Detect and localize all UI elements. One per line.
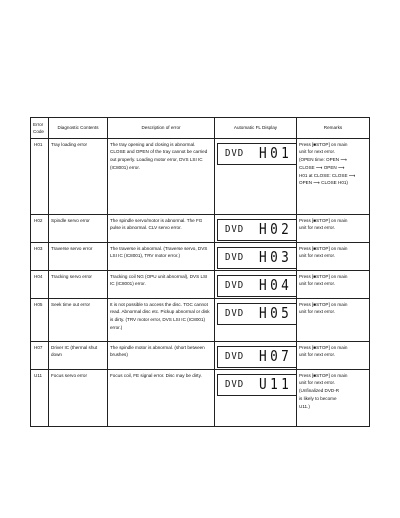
error-code: H03 bbox=[31, 243, 49, 271]
table-row bbox=[31, 215, 370, 243]
fl-display-cell bbox=[215, 299, 297, 342]
table-row bbox=[31, 370, 370, 427]
remarks bbox=[297, 299, 370, 342]
fl-display-cell bbox=[215, 271, 297, 299]
fl-display-code: H07 bbox=[259, 346, 293, 365]
fl-display-prefix: DVD bbox=[225, 379, 245, 390]
diagnostic-contents: Spindle servo error bbox=[49, 215, 108, 243]
remarks-line: OPEN ⟶ CLOSE H01) bbox=[299, 180, 348, 186]
remarks bbox=[297, 215, 370, 243]
fl-display-code: H01 bbox=[259, 143, 293, 162]
remarks-line: H01 at CLOSE: CLOSE ⟶ bbox=[299, 172, 356, 178]
header-diagnostic: Diagnostic Contents bbox=[49, 118, 108, 139]
diagnostic-contents: Seek time out error bbox=[49, 299, 108, 342]
table-row bbox=[31, 271, 370, 299]
fl-display-cell bbox=[215, 215, 297, 243]
fl-display-cell bbox=[215, 342, 297, 370]
remarks-line: unit for next error. bbox=[299, 281, 336, 287]
remarks bbox=[297, 243, 370, 271]
error-description: The spindle motor is abnormal. (short between brushes) bbox=[108, 342, 215, 370]
fl-display-prefix: DVD bbox=[225, 308, 245, 319]
remarks-line: Press [■STOP] on main bbox=[299, 245, 348, 251]
error-code: H05 bbox=[31, 299, 49, 342]
remarks bbox=[297, 342, 370, 370]
error-code: H02 bbox=[31, 215, 49, 243]
fl-display-cell bbox=[215, 139, 297, 215]
error-code: H01 bbox=[31, 139, 49, 215]
error-description: The spindle servo/motor is abnormal. The FG pulse is abnormal. CLV servo error. bbox=[108, 215, 215, 243]
fl-display-prefix: DVD bbox=[225, 148, 245, 159]
diagnostic-contents: Tracking servo error bbox=[49, 271, 108, 299]
remarks-line: (OPEN time: OPEN ⟶ bbox=[299, 157, 347, 163]
remarks-line: Press [■STOP] on main bbox=[299, 273, 348, 279]
remarks-line: Press [■STOP] on main bbox=[299, 344, 348, 350]
fl-display-code: H03 bbox=[259, 247, 293, 266]
remarks bbox=[297, 271, 370, 299]
diagnostic-contents: Tray loading error bbox=[49, 139, 108, 215]
fl-display-code: H02 bbox=[259, 219, 293, 238]
fl-display bbox=[217, 143, 297, 165]
table-row bbox=[31, 342, 370, 370]
table-row bbox=[31, 243, 370, 271]
fl-display bbox=[217, 374, 297, 396]
error-code: H07 bbox=[31, 342, 49, 370]
error-code: U11 bbox=[31, 370, 49, 427]
remarks-line: unit for next error. bbox=[299, 352, 336, 358]
error-description: The traverse is abnormal. (Traverse servo, DVS LSI IC (IC8001), TRV motor error.) bbox=[108, 243, 215, 271]
remarks-line: unit for next error. bbox=[299, 253, 336, 259]
remarks bbox=[297, 370, 370, 427]
header-remarks: Remarks bbox=[297, 118, 370, 139]
error-code: H04 bbox=[31, 271, 49, 299]
header-display: Automatic FL Display bbox=[215, 118, 297, 139]
fl-display-code: H05 bbox=[259, 303, 293, 322]
header-error-code: Error Code bbox=[31, 118, 49, 139]
diagnostic-contents: Traverse servo error bbox=[49, 243, 108, 271]
fl-display bbox=[217, 303, 297, 325]
fl-display bbox=[217, 346, 297, 368]
remarks bbox=[297, 139, 370, 215]
fl-display-code: H04 bbox=[259, 275, 293, 294]
remarks-line: CLOSE ⟶ OPEN ⟶ bbox=[299, 164, 345, 170]
fl-display bbox=[217, 247, 297, 269]
table-row bbox=[31, 139, 370, 215]
error-code-table bbox=[30, 117, 370, 427]
remarks-line: is likely to become bbox=[299, 395, 337, 401]
remarks-line: unit for next error. bbox=[299, 149, 336, 155]
remarks-line: Press [■STOP] on main bbox=[299, 217, 348, 223]
fl-display-prefix: DVD bbox=[225, 252, 245, 263]
table-header-row bbox=[31, 118, 370, 139]
error-description: Focus coil, FE signal error. Disc may be dirty. bbox=[108, 370, 215, 427]
error-description: Tracking coil NG (OPU unit abnormal), DVS LSI IC (IC8001) error. bbox=[108, 271, 215, 299]
fl-display-cell bbox=[215, 370, 297, 427]
fl-display-code: U11 bbox=[259, 374, 293, 393]
remarks-line: Press [■STOP] on main bbox=[299, 372, 348, 378]
diagnostic-contents: Driver IC (thermal shut down bbox=[49, 342, 108, 370]
table-row bbox=[31, 299, 370, 342]
fl-display bbox=[217, 275, 297, 297]
fl-display-prefix: DVD bbox=[225, 280, 245, 291]
remarks-line: unit for next error. bbox=[299, 309, 336, 315]
fl-display-prefix: DVD bbox=[225, 351, 245, 362]
fl-display bbox=[217, 219, 297, 241]
fl-display-prefix: DVD bbox=[225, 224, 245, 235]
remarks-line: Press [■STOP] on main bbox=[299, 301, 348, 307]
error-description: It is not possible to access the disc. TOC cannot read. Abnormal disc etc. Pickup abnormal or disk is dirty. (TRV motor error, DVS LSI IC (IC8001) error.) bbox=[108, 299, 215, 342]
remarks-line: unit for next error. bbox=[299, 225, 336, 231]
error-description: The tray opening and closing is abnormal. CLOSE and OPEN of the tray cannot be carried out properly. Loading motor error, DVS LSI IC (IC8001) error. bbox=[108, 139, 215, 215]
fl-display-cell bbox=[215, 243, 297, 271]
header-description: Description of error bbox=[108, 118, 215, 139]
remarks-line: unit for next error. bbox=[299, 380, 336, 386]
remarks-line: Press [■STOP] on main bbox=[299, 141, 348, 147]
diagnostic-contents: Focus servo error bbox=[49, 370, 108, 427]
remarks-line: U11.) bbox=[299, 403, 310, 409]
remarks-line: (Unfinalized DVD-R bbox=[299, 388, 340, 394]
